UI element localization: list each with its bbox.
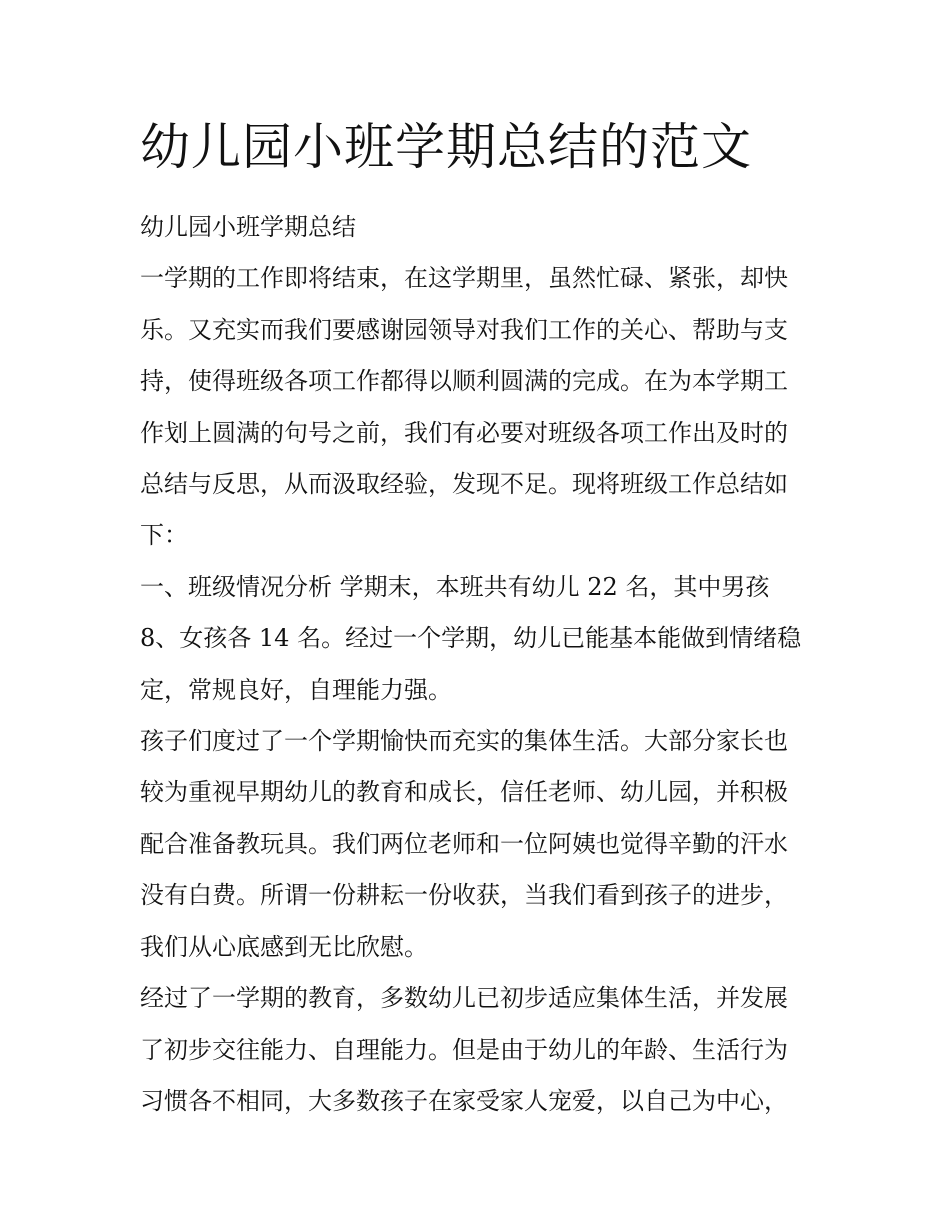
text-line: 持，使得班级各项工作都得以顺利圆满的完成。在为本学期工	[140, 367, 788, 396]
document-page	[140, 110, 820, 1127]
text-line: 经过了一学期的教育，多数幼儿已初步适应集体生活，并发展	[140, 984, 788, 1013]
text-line: 总结与反思，从而汲取经验，发现不足。现将班级工作总结如	[140, 470, 788, 499]
text-line: 定，常规良好，自理能力强。	[140, 675, 452, 704]
text-line: 乐。又充实而我们要感谢园领导对我们工作的关心、帮助与支	[140, 315, 788, 344]
document-title: 幼儿园小班学期总结的范文	[140, 118, 752, 176]
text-line: 下：	[140, 521, 188, 550]
text-line: 一、班级情况分析 学期末，本班共有幼儿 22 名，其中男孩	[140, 572, 770, 601]
document-body	[140, 253, 820, 1127]
text-line: 作划上圆满的句号之前，我们有必要对班级各项工作出及时的	[140, 418, 788, 447]
text-line: 一学期的工作即将结束，在这学期里，虽然忙碌、紧张，却快	[140, 264, 788, 293]
text-line: 孩子们度过了一个学期愉快而充实的集体生活。大部分家长也	[140, 727, 788, 756]
document-subtitle: 幼儿园小班学期总结	[140, 213, 356, 241]
text-line: 8、女孩各 14 名。经过一个学期，幼儿已能基本能做到情绪稳	[140, 624, 802, 653]
text-line: 配合准备教玩具。我们两位老师和一位阿姨也觉得辛勤的汗水	[140, 829, 788, 858]
text-line: 习惯各不相同，大多数孩子在家受家人宠爱，以自己为中心，	[140, 1086, 788, 1115]
text-line: 我们从心底感到无比欣慰。	[140, 932, 428, 961]
text-line: 较为重视早期幼儿的教育和成长，信任老师、幼儿园，并积极	[140, 778, 788, 807]
text-line: 没有白费。所谓一份耕耘一份收获，当我们看到孩子的进步，	[140, 881, 788, 910]
text-line: 了初步交往能力、自理能力。但是由于幼儿的年龄、生活行为	[140, 1035, 788, 1064]
